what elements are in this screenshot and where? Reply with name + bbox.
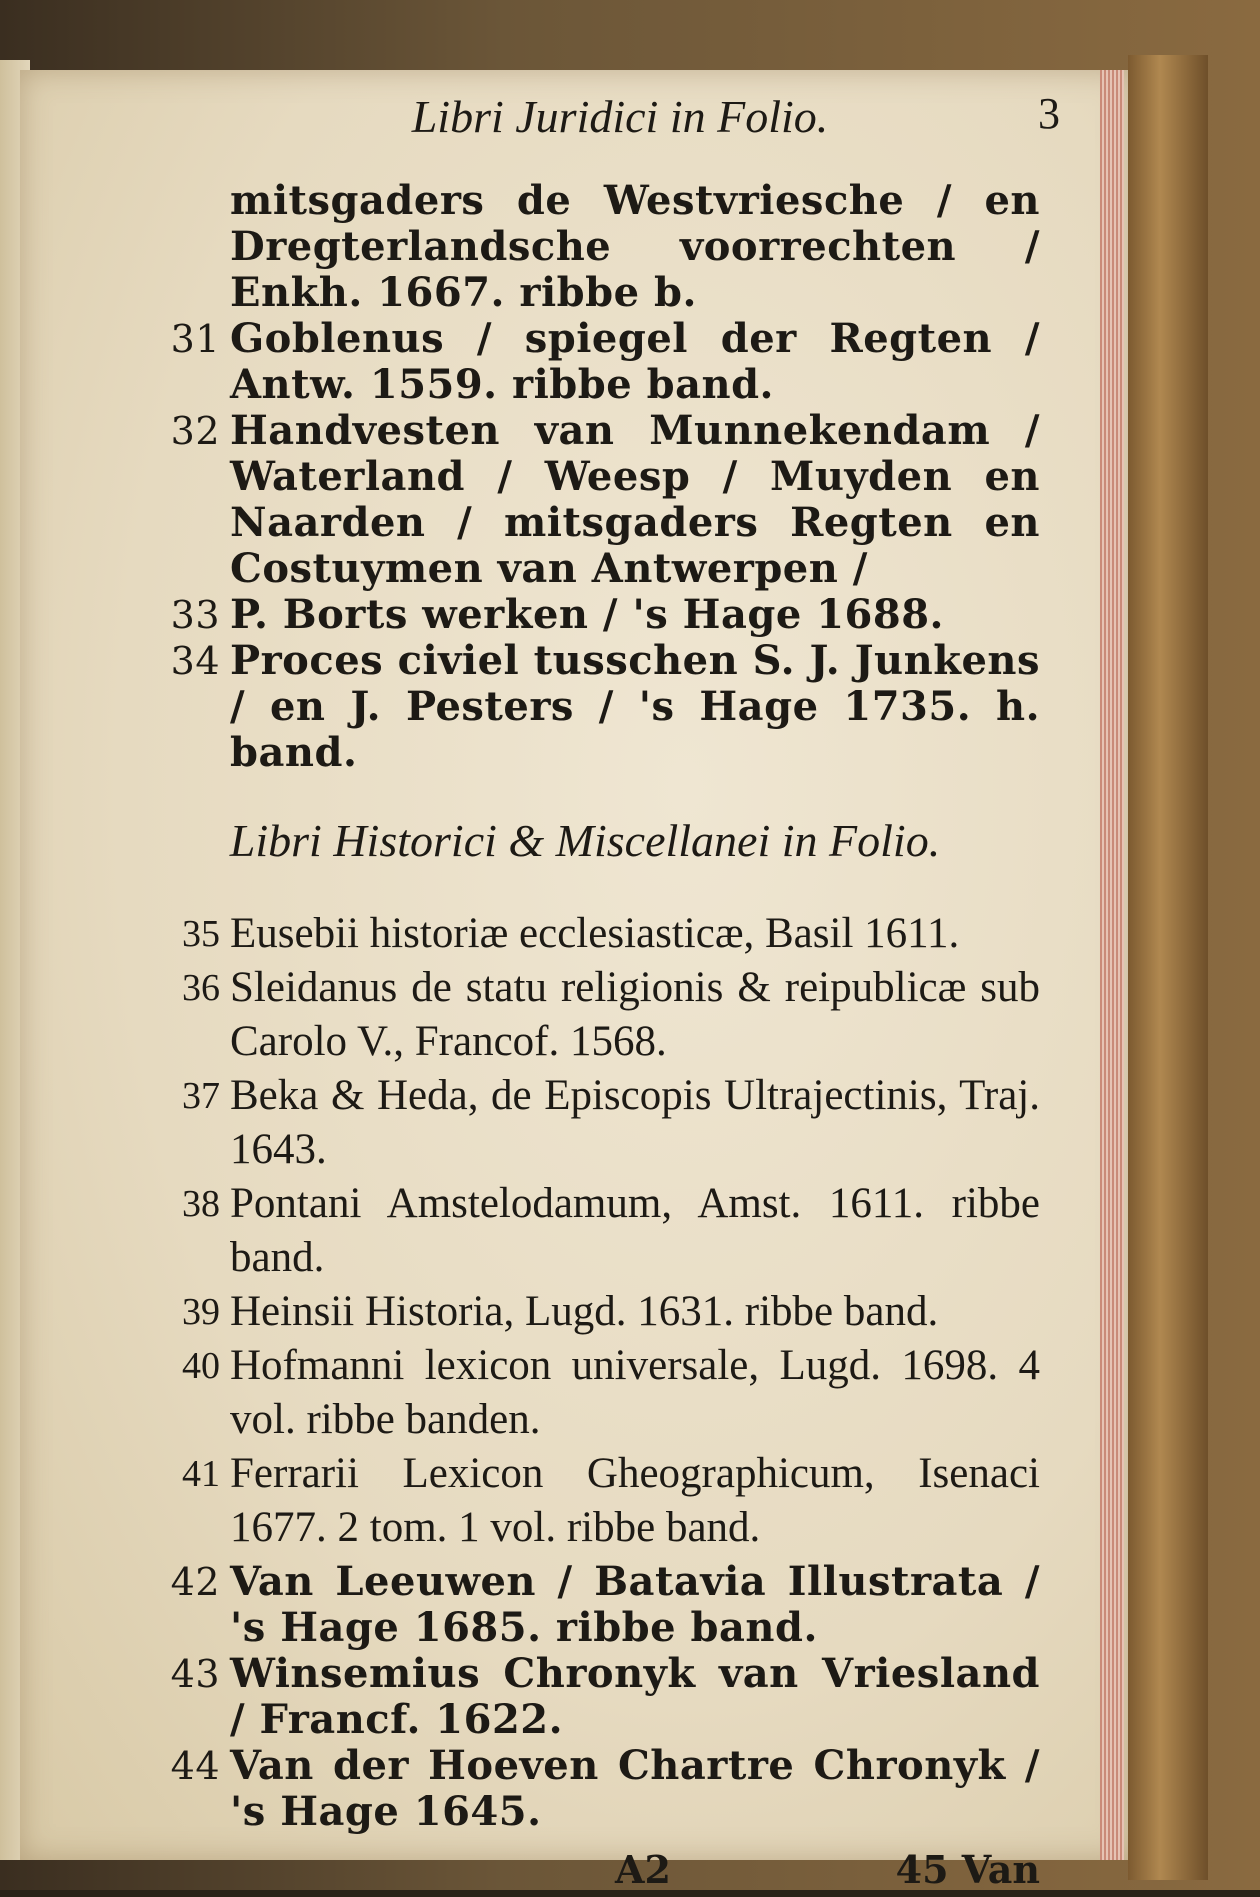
- entry-text: Eusebii historiæ ecclesiasticæ, Basil 1611.: [230, 910, 960, 957]
- list-item: [160, 638, 1040, 776]
- list-item: [160, 961, 1040, 1069]
- list-item: [160, 1559, 1040, 1651]
- page-content: [160, 89, 1060, 1897]
- section-heading: Libri Historici & Miscellanei in Folio.: [229, 815, 941, 866]
- entry-text: Handvesten van Munnekendam / Waterland / Weesp / Muyden en Naarden / mitsgaders Regten en Costuymen van Antwerpen /: [230, 407, 1040, 592]
- entry-number: 38: [182, 1183, 220, 1225]
- signature-mark: A2: [615, 1847, 671, 1892]
- entry-text: Van Leeuwen / Batavia Illustrata / 's Hage 1685. ribbe band.: [230, 1558, 1040, 1651]
- entry-text: Winsemius Chronyk van Vriesland / Francf. 1622.: [230, 1650, 1040, 1743]
- entry-text: P. Borts werken / 's Hage 1688.: [230, 591, 944, 638]
- list-item: [160, 316, 1040, 408]
- entry-number: 32: [170, 409, 220, 453]
- entry-text: Van der Hoeven Chartre Chronyk / 's Hage 1645.: [230, 1742, 1040, 1835]
- entry-text: Ferrarii Lexicon Gheographicum, Isenaci 1677. 2 tom. 1 vol. ribbe band.: [230, 1450, 1040, 1551]
- entry-number: 34: [170, 639, 220, 683]
- entry-number: 42: [170, 1560, 220, 1604]
- running-head: [160, 89, 1060, 150]
- entry-text: Proces civiel tusschen S. J. Junkens / en J. Pesters / 's Hage 1735. h. band.: [230, 637, 1040, 776]
- list-item: [160, 1743, 1040, 1835]
- entry-number: 39: [182, 1291, 220, 1333]
- catchword: 45 Van: [895, 1847, 1040, 1892]
- entry-text: Goblenus / spiegel der Regten / Antw. 1559. ribbe band.: [230, 315, 1040, 408]
- entry-text: Heinsii Historia, Lugd. 1631. ribbe band.: [230, 1288, 939, 1335]
- entry-number: 33: [170, 593, 220, 637]
- entry-text: Sleidanus de statu religionis & reipublicæ sub Carolo V., Francof. 1568.: [230, 964, 1040, 1065]
- entry-number: 40: [182, 1345, 220, 1387]
- page-block-edge: [1100, 70, 1124, 1860]
- list-item: [160, 178, 1040, 316]
- entry-number: 35: [182, 913, 220, 955]
- entry-text: Beka & Heda, de Episcopis Ultrajectinis, Traj. 1643.: [230, 1072, 1040, 1173]
- entry-number: 31: [170, 317, 220, 361]
- list-item: [160, 592, 1040, 638]
- page-number: 3: [1038, 89, 1060, 138]
- list-item: [160, 1285, 1040, 1339]
- list-item: [160, 1069, 1040, 1177]
- entry-text: mitsgaders de Westvriesche / en Dregterlandsche voorrechten / Enkh. 1667. ribbe b.: [230, 177, 1040, 316]
- entry-number: 37: [182, 1075, 220, 1117]
- entry-number: 36: [182, 967, 220, 1009]
- entry-number: 41: [182, 1453, 220, 1495]
- book-cover-edge: [1128, 55, 1208, 1880]
- entry-text: Hofmanni lexicon universale, Lugd. 1698. 4 vol. ribbe banden.: [230, 1342, 1040, 1443]
- list-item: [160, 1177, 1040, 1285]
- entry-number: 43: [170, 1652, 220, 1696]
- juridici-list: [160, 178, 1040, 776]
- list-item: [160, 408, 1040, 592]
- entry-text: Pontani Amstelodamum, Amst. 1611. ribbe band.: [230, 1180, 1040, 1281]
- historici-list: [160, 907, 1040, 1835]
- running-title: Libri Juridici in Folio.: [411, 91, 829, 142]
- list-item: [160, 1339, 1040, 1447]
- list-item: [160, 1447, 1040, 1555]
- list-item: [160, 907, 1040, 961]
- entry-number: 44: [170, 1744, 220, 1788]
- list-item: [160, 1651, 1040, 1743]
